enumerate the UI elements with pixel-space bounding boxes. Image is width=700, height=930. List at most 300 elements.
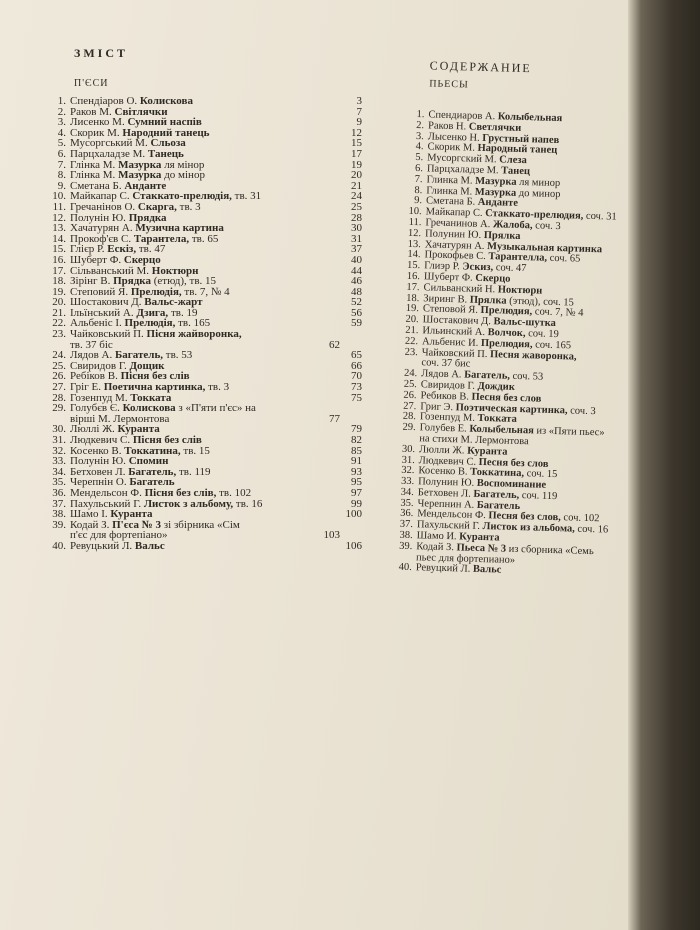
entry-author: Ильинский А. xyxy=(422,325,488,339)
entry-title: Сумний наспів xyxy=(127,116,202,129)
entry-page: 79 xyxy=(351,423,362,436)
entry-author: Голубев Е. xyxy=(419,422,470,435)
entry-continuation-text: на стихи М. Лермонтова xyxy=(419,433,529,448)
entry-number: 38. xyxy=(399,529,413,542)
entry-title: Эскиз, xyxy=(462,261,494,274)
entry-author: Шамо И. xyxy=(416,530,460,543)
entry-number: 21. xyxy=(52,306,66,319)
entry-title: Багатель, xyxy=(128,465,177,478)
entry-title: Токкатина, xyxy=(124,444,181,457)
entry-title: Колыбельная xyxy=(497,111,563,125)
entry-details: соч. 19 xyxy=(525,328,559,341)
entry-details: тв. 7, № 4 xyxy=(181,285,230,298)
entry-number: 13. xyxy=(52,222,66,235)
entry-page: 25 xyxy=(351,200,362,213)
entry-page: 28 xyxy=(351,211,362,224)
entry-number: 13. xyxy=(407,238,421,250)
entry-author: Спендіаров О. xyxy=(70,95,140,107)
entry-number: 16. xyxy=(406,270,421,283)
entry-author: Косенко В. xyxy=(418,465,471,478)
list-item xyxy=(52,402,362,425)
entry-title: Стаккато-прелюдия, xyxy=(485,208,584,222)
entry-author: Сметана Б. xyxy=(70,179,125,192)
entry-page: 93 xyxy=(351,465,362,478)
entry-number: 23. xyxy=(404,346,418,358)
entry-number: 23. xyxy=(52,328,66,341)
entry-number: 18. xyxy=(52,275,66,288)
entry-details: з «П'яти п'єс» на xyxy=(175,402,256,415)
entry-title: Грустный напев xyxy=(482,132,560,146)
entry-title: Куранта xyxy=(459,531,500,544)
entry-author: Гозенпуд М. xyxy=(70,391,131,404)
entry-title: Багатель, xyxy=(473,488,520,501)
entry-details: соч. 119 xyxy=(519,489,558,503)
entry-author: Полунин Ю. xyxy=(418,476,478,489)
contents-list xyxy=(52,95,362,552)
entry-number: 3. xyxy=(57,116,66,129)
entry-details: тв. 15 xyxy=(180,444,210,457)
entry-title: Ноктюрн xyxy=(497,284,543,297)
entry-author: Чайковський П. xyxy=(70,328,147,341)
entry-number: 30. xyxy=(401,443,416,455)
entry-details: до минор xyxy=(516,187,561,200)
entry-details: тв. 165 xyxy=(175,317,211,330)
entry-title: Прелюдия, xyxy=(480,305,533,318)
entry-number: 18. xyxy=(406,292,420,304)
entry-title: Прелюдия, xyxy=(480,337,533,351)
entry-author: Сильванский Н. xyxy=(423,282,498,296)
entry-number: 6. xyxy=(414,163,424,175)
entry-author: Люллі Ж. xyxy=(70,423,118,436)
entry-number: 29. xyxy=(402,421,416,434)
entry-details: соч. 53 xyxy=(509,370,544,383)
entry-page: 19 xyxy=(351,158,362,171)
entry-number: 25. xyxy=(52,359,66,372)
entry-page: 44 xyxy=(351,264,362,277)
entry-number: 1. xyxy=(57,95,66,107)
entry-title: Анданте xyxy=(477,197,519,210)
pieces-subheading-ru: ПЬЕСЫ xyxy=(429,78,469,91)
entry-page: 77 xyxy=(329,412,340,425)
entry-author: Мендельсон Ф. xyxy=(417,508,489,522)
entry-details: соч. 3 xyxy=(532,220,561,233)
entry-details: из «Пяти пьес» xyxy=(533,425,605,439)
entry-author: Альбенис И. xyxy=(421,336,482,349)
entry-details: тв. 16 xyxy=(233,497,263,510)
entry-author: Шуберт Ф. xyxy=(70,253,124,266)
entry-title: Прялка xyxy=(483,229,521,242)
entry-number: 3. xyxy=(415,130,424,142)
entry-details: тв. 3 xyxy=(205,381,230,394)
entry-title: Прелюдія, xyxy=(124,317,176,330)
contents-list-ru xyxy=(398,109,627,580)
entry-author: Шостакович Д. xyxy=(422,314,494,328)
entry-title: Куранта xyxy=(117,423,160,436)
entry-number: 4. xyxy=(415,141,424,153)
entry-author: Ребіков В. xyxy=(70,370,121,383)
entry-page: 52 xyxy=(351,296,362,309)
entry-title: Багатель, xyxy=(115,349,164,362)
entry-number: 4. xyxy=(57,126,66,139)
entry-author: Скорик М. xyxy=(70,126,123,139)
entry-details: зі збірника «Сім xyxy=(161,518,240,531)
entry-page: 21 xyxy=(351,179,362,192)
entry-author: Глинка М. xyxy=(426,184,476,198)
entry-number: 9. xyxy=(57,179,66,192)
contents-heading: ЗМІСТ xyxy=(74,46,128,60)
entry-author: Ревуцький Л. xyxy=(70,539,135,552)
contents-ukrainian xyxy=(52,46,362,552)
entry-page: 97 xyxy=(351,486,362,499)
entry-page: 20 xyxy=(351,169,362,182)
entry-author: Раков Н. xyxy=(427,120,469,133)
entry-author: Сільванський М. xyxy=(70,264,152,277)
entry-number: 31. xyxy=(52,434,66,446)
entry-title: Стаккато-прелюдія, xyxy=(132,190,232,203)
entry-title: Жалоба, xyxy=(492,219,533,232)
entry-author: Чайковский П. xyxy=(421,346,491,360)
entry-number: 38. xyxy=(52,508,66,521)
entry-details: тв. 102 xyxy=(216,486,252,499)
entry-number: 36. xyxy=(52,486,66,499)
entry-number: 6. xyxy=(57,147,66,160)
entry-title: Сльоза xyxy=(150,137,186,150)
entry-continuation-text: соч. 37 бис xyxy=(421,357,471,370)
entry-author: Хачатурян А. xyxy=(70,222,136,235)
entry-author: Глінка М. xyxy=(70,169,119,182)
entry-title: Танец xyxy=(501,165,531,178)
entry-page: 48 xyxy=(351,285,362,298)
entry-continuation-text: тв. 37 біс xyxy=(70,338,113,351)
entry-number: 21. xyxy=(405,324,419,337)
entry-number: 33. xyxy=(400,475,415,488)
entry-page: 103 xyxy=(323,529,340,542)
entry-title: Мазурка xyxy=(118,169,162,182)
entry-title: Песня без слов, xyxy=(488,510,562,524)
entry-title: Дзига, xyxy=(136,306,169,319)
entry-author: Полунин Ю. xyxy=(424,228,484,241)
entry-page: 46 xyxy=(351,275,362,288)
entry-author: Хачатурян А. xyxy=(424,238,488,252)
entry-page: 70 xyxy=(351,370,362,383)
entry-page: 75 xyxy=(351,391,362,404)
entry-details: ля минор xyxy=(516,176,561,189)
entry-title: Пьеса № 3 xyxy=(456,542,507,555)
entry-title: Анданте xyxy=(124,179,167,192)
entry-title: Токката xyxy=(130,391,172,404)
entry-number: 33. xyxy=(52,455,66,468)
entry-title: Вальс xyxy=(472,564,502,577)
entry-number: 26. xyxy=(403,389,417,401)
entry-author: Бетховен Л. xyxy=(70,465,129,478)
entry-title: Колискова xyxy=(122,402,176,415)
entry-number: 36. xyxy=(399,508,414,520)
list-item xyxy=(52,539,362,552)
entry-title: Пісня жайворонка, xyxy=(146,328,242,341)
entry-author: Черепнин А. xyxy=(417,497,478,511)
entry-details: тв. 47 xyxy=(136,243,166,256)
entry-author: Скорик М. xyxy=(427,141,478,155)
entry-details: соч. 7, № 4 xyxy=(532,306,584,320)
entry-continuation-text: пьес для фортепиано» xyxy=(415,551,516,566)
entry-page: 40 xyxy=(351,253,362,266)
entry-number: 5. xyxy=(57,137,66,150)
entry-author: Зірінг В. xyxy=(70,275,114,288)
entry-number: 2. xyxy=(416,119,425,132)
entry-title: Мазурка xyxy=(118,158,162,171)
entry-title: Поэтическая картинка, xyxy=(455,401,568,416)
entry-number: 29. xyxy=(52,402,66,415)
entry-page: 3 xyxy=(356,95,362,107)
entry-author: Косенко В. xyxy=(70,444,125,457)
entry-number: 30. xyxy=(52,423,66,436)
entry-details: соч. 65 xyxy=(546,253,581,266)
entry-author: Зиринг В. xyxy=(423,292,470,306)
entry-title: Прядка xyxy=(113,275,151,288)
entry-number: 9. xyxy=(413,195,423,207)
entry-number: 32. xyxy=(401,465,415,477)
entry-number: 12. xyxy=(52,211,66,224)
entry-title: Музична картина xyxy=(135,222,224,235)
entry-details: соч. 3 xyxy=(567,404,596,417)
entry-continuation-text: п'єс для фортепіано» xyxy=(70,529,168,542)
entry-title: Песня жаворонка, xyxy=(489,348,577,363)
entry-number: 11. xyxy=(408,216,422,229)
entry-author: Мендельсон Ф. xyxy=(70,486,145,499)
entry-title: Пісня без слів xyxy=(120,370,190,383)
pieces-subheading: П'ЄСИ xyxy=(74,78,109,89)
entry-page: 31 xyxy=(351,232,362,245)
entry-details: тв. 31 xyxy=(231,190,262,203)
entry-page: 100 xyxy=(345,508,362,521)
entry-page: 17 xyxy=(351,147,362,160)
entry-number: 37. xyxy=(399,519,414,531)
entry-number: 24. xyxy=(52,349,66,362)
entry-author: Людкевич С. xyxy=(70,434,133,446)
entry-page: 95 xyxy=(351,476,362,489)
entry-number: 2. xyxy=(57,105,66,118)
entry-page: 62 xyxy=(329,338,340,351)
entry-title: Слеза xyxy=(499,154,527,167)
list-item xyxy=(52,328,362,351)
entry-number: 17. xyxy=(406,281,420,293)
list-item xyxy=(52,518,362,542)
entry-number: 34. xyxy=(400,486,415,498)
contents-russian xyxy=(398,58,628,580)
entry-page: 73 xyxy=(351,381,362,394)
entry-title: Волчок, xyxy=(487,327,526,340)
entry-number: 34. xyxy=(52,465,66,478)
contents-heading-ru: СОДЕРЖАНИЕ xyxy=(429,58,532,76)
entry-title: Світлячки xyxy=(114,105,168,118)
entry-author: Майкапар С. xyxy=(425,206,486,220)
entry-author: Ребиков В. xyxy=(420,389,472,403)
entry-title: Светлячки xyxy=(468,121,522,134)
entry-title: Листок з альбому, xyxy=(143,497,234,510)
entry-author: Бетховен Л. xyxy=(417,487,474,500)
entry-author: Полунін Ю. xyxy=(70,455,129,468)
entry-page: 59 xyxy=(351,317,362,330)
entry-author: Гріг Е. xyxy=(70,381,104,394)
entry-page: 7 xyxy=(356,105,362,118)
entry-title: Дощик xyxy=(129,359,165,372)
entry-author: Свиридов Г. xyxy=(420,379,478,392)
entry-author: Лядов А. xyxy=(421,368,465,381)
entry-number: 39. xyxy=(52,518,66,531)
entry-title: Танець xyxy=(147,147,184,160)
entry-details: тв. 3 xyxy=(176,200,201,213)
entry-author: Лысенко Н. xyxy=(427,130,483,144)
facing-page-edge xyxy=(628,0,700,930)
entry-author: Свиридов Г. xyxy=(70,359,130,372)
entry-details: тв. 119 xyxy=(176,465,211,478)
entry-title: Куранта xyxy=(110,508,153,521)
entry-title: Воспоминание xyxy=(476,477,547,491)
entry-page: 56 xyxy=(351,306,362,319)
entry-number: 20. xyxy=(52,296,66,309)
entry-details: тв. 65 xyxy=(189,232,219,245)
entry-author: Гречанинов А. xyxy=(425,217,494,231)
entry-title: Песня без слов xyxy=(478,456,549,470)
entry-number: 22. xyxy=(404,335,419,347)
entry-author: Прокофьев С. xyxy=(424,249,489,263)
entry-details: тв. 53 xyxy=(163,349,193,362)
entry-number: 24. xyxy=(403,367,418,380)
entry-author: Парцхаладзе М. xyxy=(70,147,148,160)
entry-title: Токкатина, xyxy=(470,466,525,480)
entry-title: Прядка xyxy=(128,211,167,224)
entry-title: Дождик xyxy=(477,380,516,393)
entry-author: Степовий Я. xyxy=(70,285,131,298)
entry-details: до мінор xyxy=(161,169,205,182)
entry-author: Пахульський Г. xyxy=(70,497,144,510)
entry-details: соч. 31 xyxy=(583,210,617,223)
entry-author: Кодай З. xyxy=(70,518,113,531)
entry-author: Шостакович Д. xyxy=(70,296,145,309)
entry-author: Парцхаладзе М. xyxy=(426,163,502,177)
entry-title: Тарантелла, xyxy=(488,251,548,265)
entry-author: Гозенпуд М. xyxy=(419,411,478,425)
entry-author: Глієр Р. xyxy=(70,243,108,256)
entry-title: Листок из альбома, xyxy=(482,521,576,535)
entry-title: Народный танец xyxy=(477,143,558,157)
entry-page: 99 xyxy=(351,497,362,510)
entry-author: Степовой Я. xyxy=(422,303,481,317)
entry-number: 7. xyxy=(57,158,66,171)
entry-number: 16. xyxy=(52,253,66,266)
entry-title: Пісня без слів xyxy=(132,434,202,446)
entry-page: 85 xyxy=(351,444,362,457)
entry-title: Ноктюрн xyxy=(151,264,199,277)
entry-author: Майкапар С. xyxy=(70,190,133,203)
entry-page: 12 xyxy=(351,126,362,139)
entry-number: 25. xyxy=(403,378,418,391)
entry-author: Ревуцкий Л. xyxy=(415,562,474,576)
entry-author: Спендиаров А. xyxy=(428,109,498,123)
entry-author: Пахульский Г. xyxy=(416,519,483,533)
entry-number: 27. xyxy=(403,400,417,412)
entry-author: Гречанінов О. xyxy=(70,200,138,213)
entry-details: соч. 102 xyxy=(560,512,600,525)
entry-number: 28. xyxy=(402,411,417,423)
entry-page: 9 xyxy=(356,116,362,129)
entry-author: Черепнін О. xyxy=(70,476,130,489)
entry-number: 7. xyxy=(414,173,423,186)
entry-author: Полунін Ю. xyxy=(70,211,129,224)
entry-page: 65 xyxy=(351,349,362,362)
entry-details: соч. 165 xyxy=(532,339,572,352)
entry-page: 82 xyxy=(351,434,362,446)
entry-details: соч. 15 xyxy=(523,468,558,481)
entry-author: Сметана Б. xyxy=(425,195,479,209)
entry-title: Вальс xyxy=(134,539,165,552)
entry-title: Багатель, xyxy=(463,369,511,382)
entry-number: 20. xyxy=(405,313,419,326)
entry-title: Колискова xyxy=(139,95,193,107)
entry-details: ля мінор xyxy=(161,158,205,171)
entry-title: Мазурка xyxy=(475,175,517,188)
entry-number: 26. xyxy=(52,370,66,383)
entry-title: Токката xyxy=(477,413,517,426)
entry-number: 12. xyxy=(407,227,422,239)
entry-page: 91 xyxy=(351,455,362,468)
entry-number: 10. xyxy=(52,190,66,203)
entry-title: Мазурка xyxy=(474,186,517,199)
entry-title: Поетична картинка, xyxy=(103,381,206,394)
entry-title: Вальс-жарт xyxy=(144,296,203,309)
entry-page: 30 xyxy=(351,222,362,235)
entry-number: 15. xyxy=(52,243,66,256)
entry-page: 24 xyxy=(351,190,362,203)
entry-details: тв. 19 xyxy=(168,306,198,319)
entry-title: Народний танець xyxy=(122,126,210,139)
entry-number: 19. xyxy=(405,303,420,315)
entry-author: Альбеніс І. xyxy=(70,317,125,330)
entry-page: 106 xyxy=(345,539,362,552)
entry-number: 37. xyxy=(52,497,66,510)
entry-author: Кодай З. xyxy=(416,541,457,554)
entry-number: 31. xyxy=(401,454,415,466)
entry-details: (етюд), тв. 15 xyxy=(150,275,217,288)
entry-author: Григ Э. xyxy=(420,400,456,413)
entry-continuation-text: вірші М. Лермонтова xyxy=(70,412,170,425)
entry-number: 40. xyxy=(52,539,66,552)
entry-page: 37 xyxy=(351,243,362,256)
entry-number: 10. xyxy=(408,206,422,218)
entry-number: 5. xyxy=(415,152,424,164)
entry-title: Тарантела, xyxy=(133,232,190,245)
entry-author: Прокоф'єв С. xyxy=(70,232,134,245)
entry-number: 17. xyxy=(52,264,66,277)
entry-author: Глінка М. xyxy=(70,158,119,171)
entry-number: 28. xyxy=(52,391,66,404)
entry-author: Глинка М. xyxy=(426,174,476,187)
entry-author: Мусоргський М. xyxy=(70,137,151,150)
entry-author: Лядов А. xyxy=(70,349,116,362)
entry-title: Вальс-шутка xyxy=(493,316,557,330)
entry-author: Раков М. xyxy=(70,105,115,118)
entry-number: 32. xyxy=(52,444,66,457)
entry-number: 14. xyxy=(407,249,421,261)
entry-number: 8. xyxy=(57,169,66,182)
entry-title: Скарга, xyxy=(137,200,177,213)
entry-title: Колыбельная xyxy=(469,423,535,437)
entry-number: 15. xyxy=(406,259,421,272)
entry-title: Багатель xyxy=(476,499,521,512)
entry-author: Шуберт Ф. xyxy=(423,271,476,284)
entry-author: Шамо І. xyxy=(70,508,111,521)
entry-title: Куранта xyxy=(466,445,508,458)
